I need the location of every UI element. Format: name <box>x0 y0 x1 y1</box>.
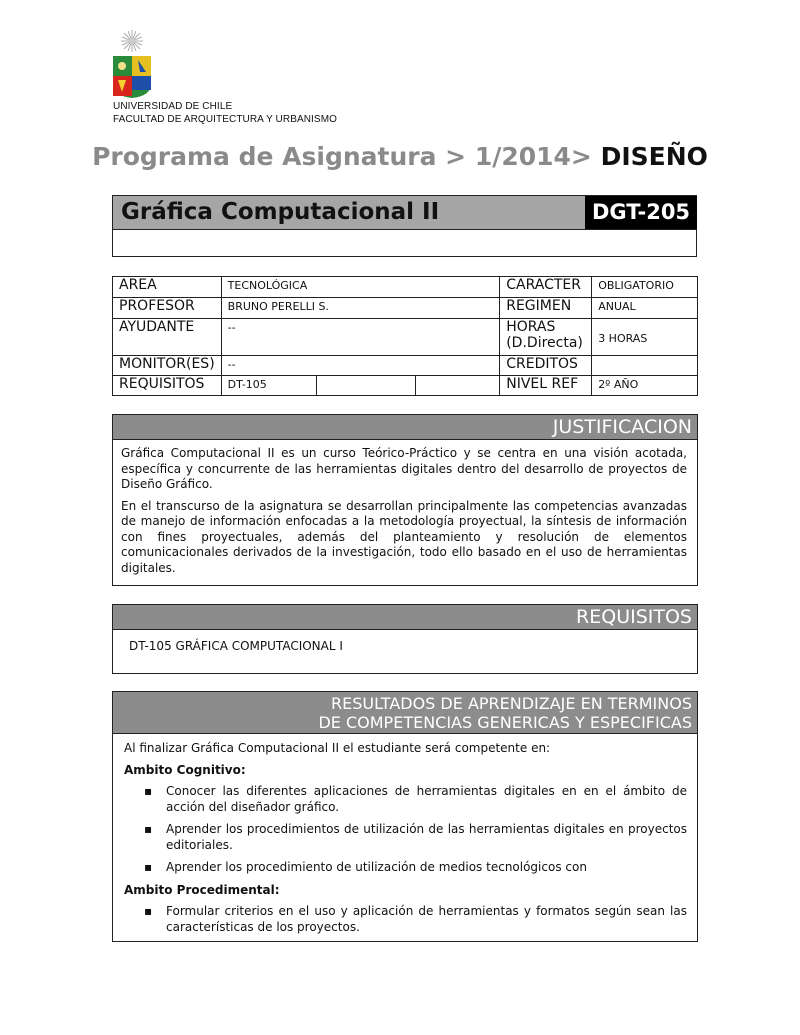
table-row <box>113 277 698 298</box>
list-item: ▪ Aprender los procedimiento de utilización de medios tecnológicos con <box>144 860 587 874</box>
caracter-value: OBLIGATORIO <box>592 277 698 298</box>
list-item: ▪ Formular criterios en el uso y aplicación de herramientas y formatos según sean las características de los proyectos. <box>144 904 687 934</box>
list-item: ▪ Aprender los procedimientos de utilización de las herramientas digitales en proyectos editoriales. <box>144 822 687 852</box>
course-name: Gráfica Computacional II <box>113 196 585 229</box>
creditos-label: CREDITOS <box>500 356 592 376</box>
university-name: UNIVERSIDAD DE CHILE <box>113 101 233 112</box>
horas-label-line1: HORAS <box>506 319 556 335</box>
intro-text: Al finalizar Gráfica Computacional II el estudiante será competente en: <box>124 741 551 755</box>
shield-icon <box>113 56 151 98</box>
caracter-label: CARACTER <box>500 277 592 298</box>
regimen-value: ANUAL <box>592 298 698 319</box>
table-row <box>113 319 698 356</box>
page-title <box>0 142 800 171</box>
horas-label <box>500 319 592 356</box>
section-body <box>113 440 697 576</box>
paragraph: En el transcurso de la asignatura se desarrollan principalmente las competencias avanzadas de manejo de información enfocadas a la metodología proyectual, la síntesis de información con fines proyectuales, además del planteamiento y resolución de elementos comunicacionales derivados de la investigación, todo ello basado en el uso de herramientas digitales. <box>121 498 687 575</box>
section-heading: JUSTIFICACION <box>113 415 697 440</box>
monitor-label: MONITOR(ES) <box>113 356 222 376</box>
course-info-table <box>112 276 698 396</box>
creditos-value <box>592 356 698 376</box>
ayudante-value: -- <box>221 319 500 356</box>
bullet-icon: ▪ <box>144 904 153 918</box>
requisitos-value: DT-105 <box>221 376 316 396</box>
area-value: TECNOLÓGICA <box>221 277 500 298</box>
profesor-label: PROFESOR <box>113 298 222 319</box>
course-box <box>112 195 697 257</box>
nivel-value: 2º AÑO <box>592 376 698 396</box>
ayudante-label: AYUDANTE <box>113 319 222 356</box>
heading-line2: DE COMPETENCIAS GENERICAS Y ESPECIFICAS <box>318 713 692 732</box>
justificacion-section <box>112 414 698 586</box>
requisitos-label: REQUISITOS <box>113 376 222 396</box>
section-heading <box>113 692 697 734</box>
university-logo <box>110 28 155 98</box>
resultados-section <box>112 691 698 942</box>
section-body <box>113 734 697 935</box>
monitor-value: -- <box>221 356 500 376</box>
profesor-value: BRUNO PERELLI S. <box>221 298 500 319</box>
bullet-icon: ▪ <box>144 822 153 836</box>
bullet-icon: ▪ <box>144 784 153 798</box>
requisitos-text: DT-105 GRÁFICA COMPUTACIONAL I <box>129 639 343 653</box>
table-row <box>113 298 698 319</box>
program-prefix: Programa de Asignatura > 1/2014> <box>92 142 592 171</box>
program-area: DISEÑO <box>600 142 708 171</box>
paragraph: Gráfica Computacional II es un curso Teórico-Práctico y se centra en una visión acotada, específica y concurrente de las herramientas digitales dentro del desarrollo de proyectos de Diseño Gráfico. <box>121 446 687 491</box>
heading-line1: RESULTADOS DE APRENDIZAJE EN TERMINOS <box>330 694 692 713</box>
horas-value: 3 HORAS <box>592 319 698 356</box>
cognitivo-title: Ambito Cognitivo: <box>124 762 246 777</box>
regimen-label: REGIMEN <box>500 298 592 319</box>
empty-cell <box>416 376 500 396</box>
table-row <box>113 356 698 376</box>
faculty-name: FACULTAD DE ARQUITECTURA Y URBANISMO <box>113 114 338 125</box>
procedimental-title: Ambito Procedimental: <box>124 882 280 897</box>
empty-cell <box>316 376 415 396</box>
nivel-label: NIVEL REF <box>500 376 592 396</box>
area-label: AREA <box>113 277 222 298</box>
horas-label-line2: (D.Directa) <box>506 335 583 351</box>
divider <box>113 229 696 230</box>
list-item: ▪ Conocer las diferentes aplicaciones de herramientas digitales en en el ámbito de acción del diseñador gráfico. <box>144 784 687 814</box>
course-code: DGT-205 <box>585 196 697 229</box>
requisitos-section <box>112 604 698 674</box>
bullet-icon: ▪ <box>144 860 153 874</box>
table-row <box>113 376 698 396</box>
section-heading: REQUISITOS <box>113 605 697 630</box>
